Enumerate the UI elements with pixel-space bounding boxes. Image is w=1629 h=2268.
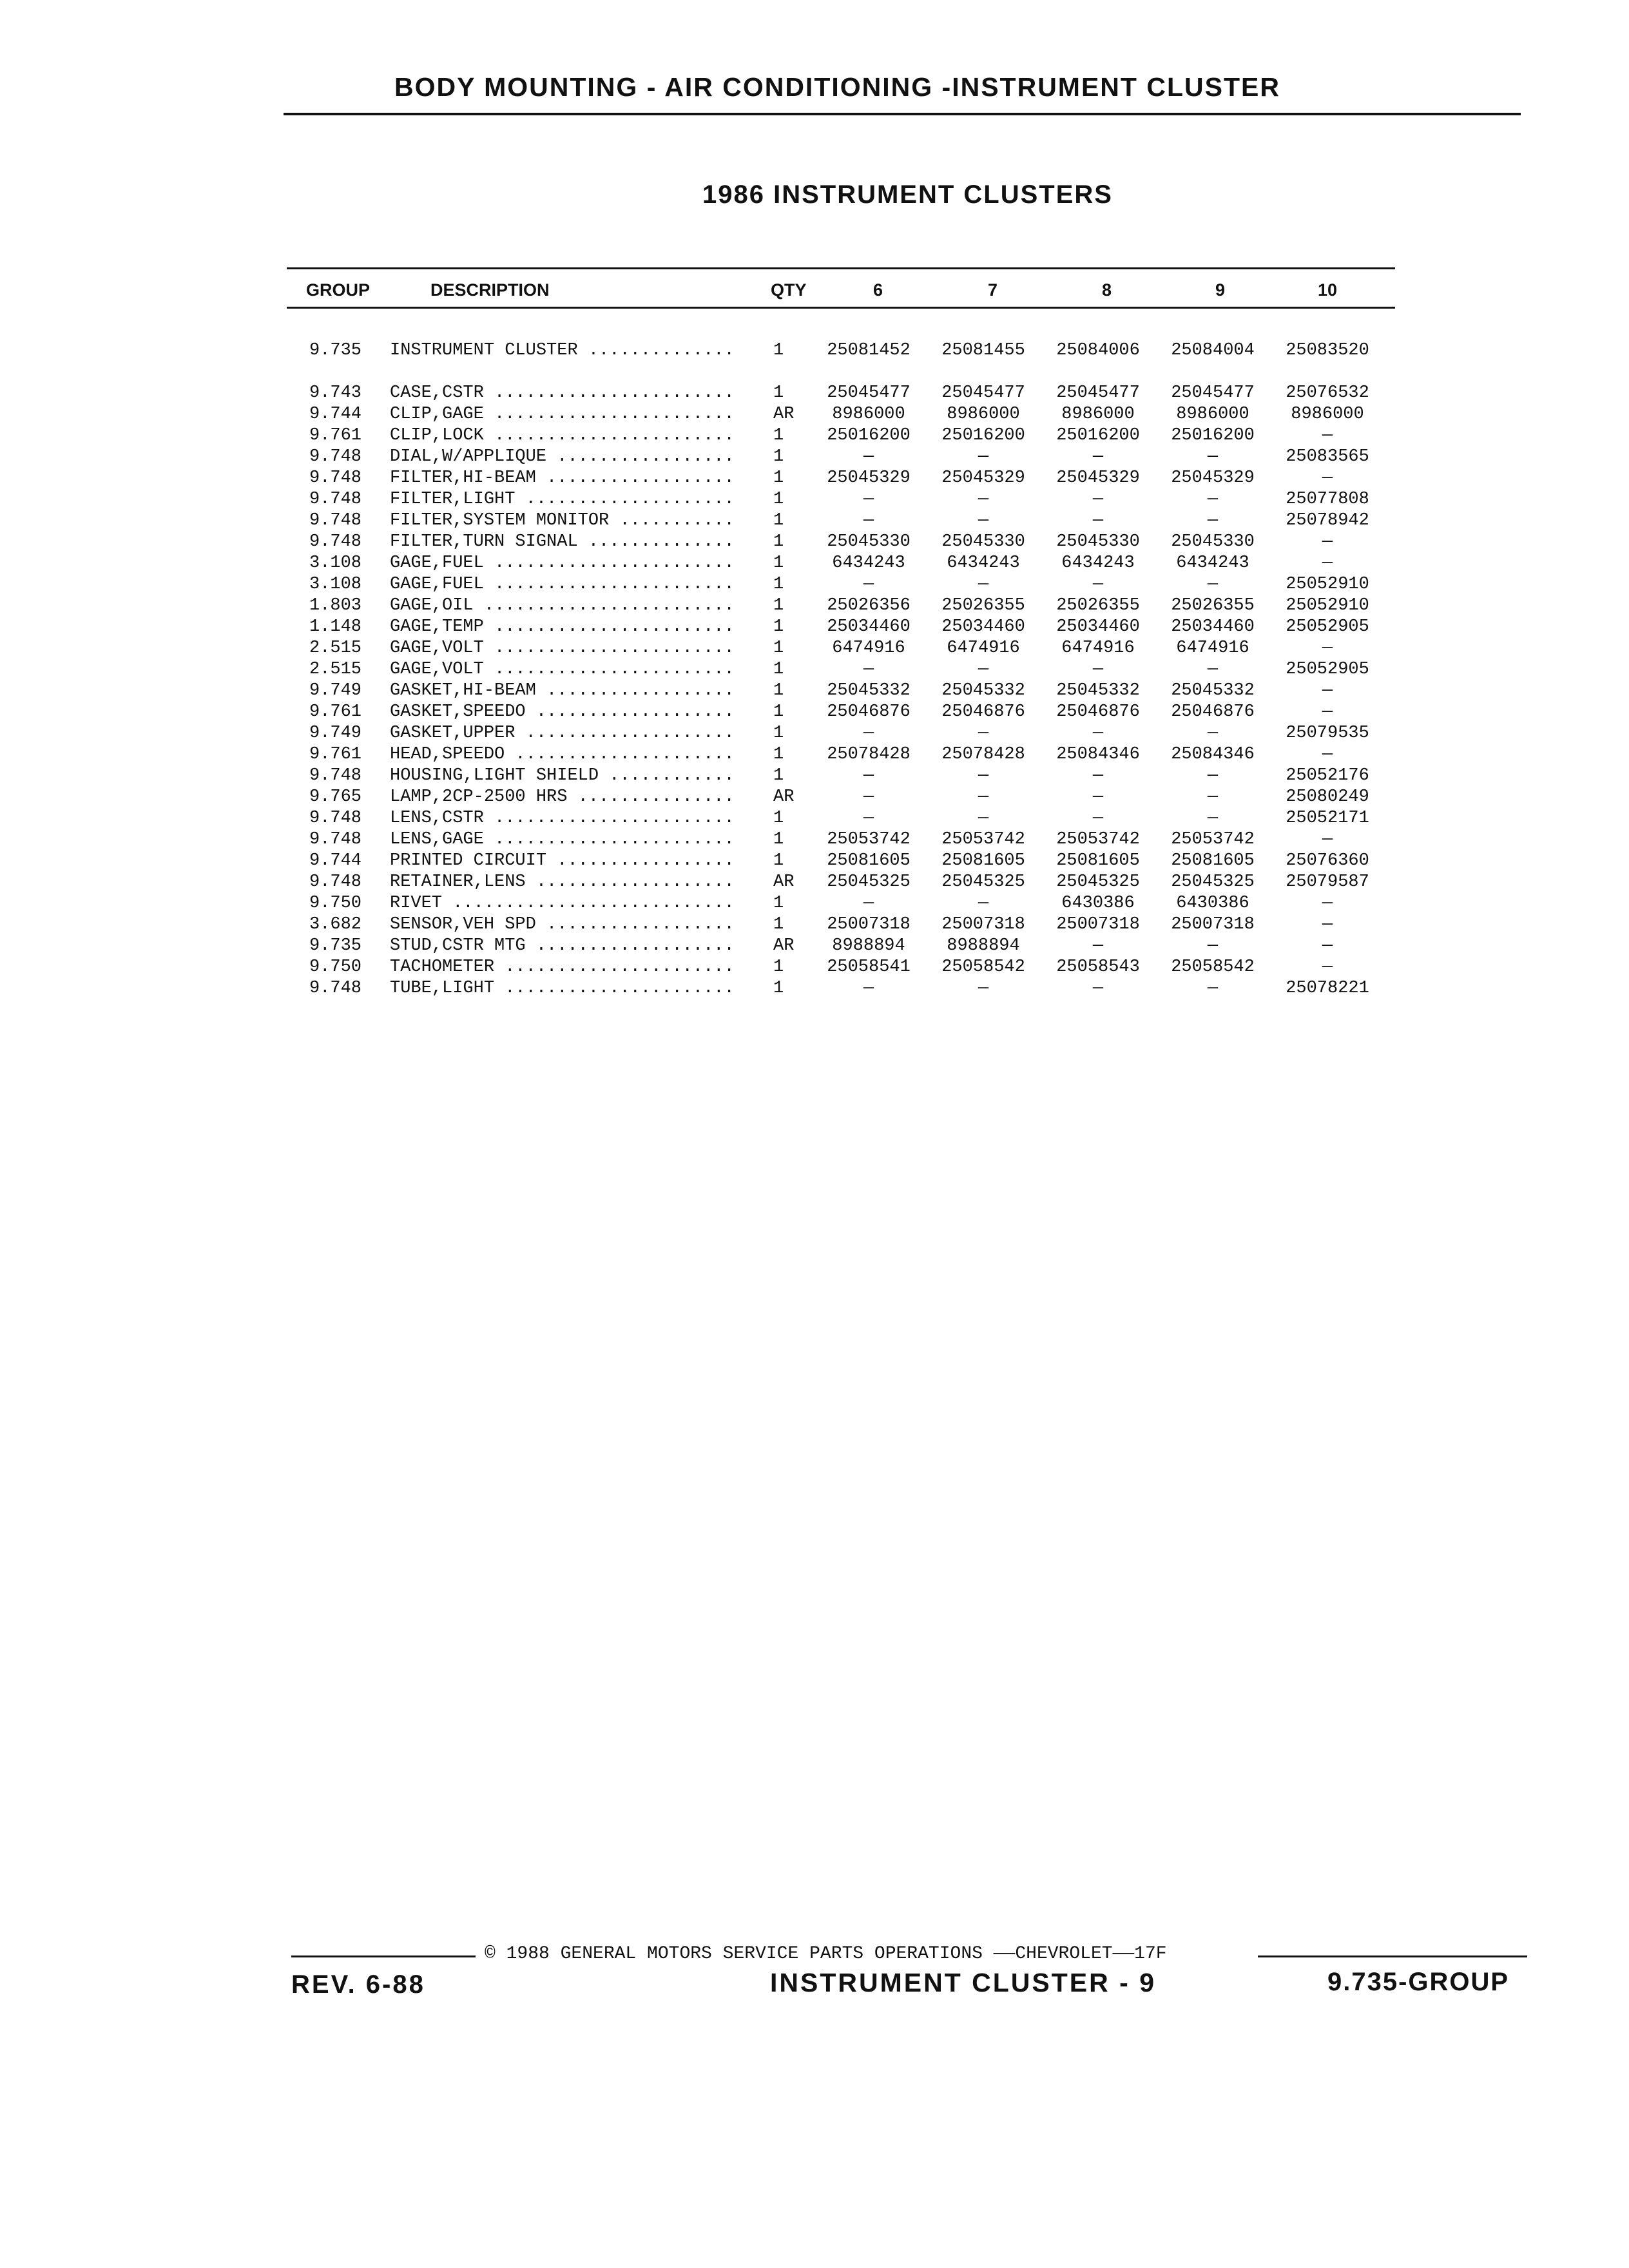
- part-number-col-8: 25034460: [1056, 617, 1140, 637]
- part-number-col-6: 25045477: [827, 383, 911, 403]
- part-number-col-9: 25016200: [1171, 426, 1255, 445]
- part-number-col-8: —: [1092, 766, 1104, 785]
- quantity: 1: [773, 724, 784, 743]
- part-number-col-6: —: [863, 979, 874, 998]
- part-number-col-6: —: [863, 809, 874, 828]
- group-number: 9.761: [309, 426, 362, 445]
- part-description: GASKET,UPPER ....................: [390, 724, 735, 743]
- part-description: LENS,CSTR .......................: [390, 809, 735, 828]
- part-number-col-8: 25026355: [1056, 596, 1140, 615]
- part-description: GASKET,SPEEDO ...................: [390, 702, 735, 722]
- part-number-col-9: 25045332: [1171, 681, 1255, 700]
- table-row: [303, 723, 1411, 744]
- quantity: 1: [773, 532, 784, 552]
- part-description: RIVET ...........................: [390, 894, 735, 913]
- part-number-col-6: —: [863, 575, 874, 594]
- group-number: 9.748: [309, 468, 362, 488]
- part-number-col-10: 25052905: [1286, 617, 1369, 637]
- part-number-col-10: —: [1322, 681, 1333, 700]
- part-number-col-6: 25046876: [827, 702, 911, 722]
- part-number-col-10: 25079587: [1286, 872, 1369, 892]
- col-head-7: 7: [988, 280, 998, 300]
- part-description: CLIP,LOCK .......................: [390, 426, 735, 445]
- group-number: 9.744: [309, 851, 362, 870]
- part-number-col-9: —: [1207, 766, 1219, 785]
- part-number-col-7: —: [978, 660, 989, 679]
- part-number-col-8: —: [1092, 575, 1104, 594]
- part-number-col-9: —: [1207, 979, 1219, 998]
- part-number-col-9: 25007318: [1171, 915, 1255, 934]
- group-number: 9.748: [309, 830, 362, 849]
- part-number-col-7: —: [978, 979, 989, 998]
- part-number-col-8: —: [1092, 979, 1104, 998]
- part-number-col-9: 25084346: [1171, 745, 1255, 764]
- part-number-col-6: —: [863, 490, 874, 509]
- quantity: AR: [773, 872, 795, 892]
- part-number-col-8: 25045329: [1056, 468, 1140, 488]
- part-number-col-10: 25077808: [1286, 490, 1369, 509]
- part-number-col-9: 25058542: [1171, 957, 1255, 977]
- part-number-col-7: 25078428: [941, 745, 1025, 764]
- part-number-col-9: 25034460: [1171, 617, 1255, 637]
- quantity: 1: [773, 426, 784, 445]
- part-number-col-8: 8986000: [1061, 405, 1135, 424]
- col-head-8: 8: [1102, 280, 1112, 300]
- col-head-6: 6: [873, 280, 883, 300]
- part-number-col-7: —: [978, 766, 989, 785]
- group-number: 2.515: [309, 660, 362, 679]
- quantity: 1: [773, 894, 784, 913]
- part-number-col-9: 25045330: [1171, 532, 1255, 552]
- footer-rule-left: [291, 1956, 476, 1957]
- part-number-col-7: 25081605: [941, 851, 1025, 870]
- part-number-col-8: 25058543: [1056, 957, 1140, 977]
- table-row: [303, 447, 1411, 468]
- part-number-col-10: —: [1322, 936, 1333, 956]
- part-number-col-9: 25026355: [1171, 596, 1255, 615]
- part-number-col-10: 25083565: [1286, 447, 1369, 466]
- part-number-col-9: 25045325: [1171, 872, 1255, 892]
- part-number-col-9: —: [1207, 787, 1219, 807]
- part-number-col-7: 25045330: [941, 532, 1025, 552]
- part-number-col-8: 25045477: [1056, 383, 1140, 403]
- footer-page-title: INSTRUMENT CLUSTER - 9: [770, 1968, 1156, 1997]
- part-description: LAMP,2CP-2500 HRS ...............: [390, 787, 735, 807]
- quantity: 1: [773, 660, 784, 679]
- part-number-col-7: —: [978, 447, 989, 466]
- part-number-col-9: —: [1207, 490, 1219, 509]
- part-description: GAGE,VOLT .......................: [390, 639, 735, 658]
- part-number-col-8: —: [1092, 787, 1104, 807]
- table-row: [303, 404, 1411, 425]
- part-number-col-7: 25045332: [941, 681, 1025, 700]
- part-number-col-8: 25007318: [1056, 915, 1140, 934]
- part-description: CLIP,GAGE .......................: [390, 405, 735, 424]
- table-row: [303, 914, 1411, 936]
- quantity: 1: [773, 383, 784, 403]
- part-number-col-8: —: [1092, 809, 1104, 828]
- part-description: GAGE,TEMP .......................: [390, 617, 735, 637]
- part-number-col-8: —: [1092, 724, 1104, 743]
- group-number: 9.748: [309, 809, 362, 828]
- part-number-col-9: 25045477: [1171, 383, 1255, 403]
- part-description: STUD,CSTR MTG ...................: [390, 936, 735, 956]
- table-row: [303, 638, 1411, 659]
- part-number-col-6: 25026356: [827, 596, 911, 615]
- part-description: FILTER,TURN SIGNAL ..............: [390, 532, 735, 552]
- part-description: GASKET,HI-BEAM ..................: [390, 681, 735, 700]
- table-row: [303, 744, 1411, 765]
- group-number: 9.748: [309, 490, 362, 509]
- section-title: 1986 INSTRUMENT CLUSTERS: [702, 180, 1113, 209]
- part-number-col-7: 25081455: [941, 341, 1025, 360]
- group-number: 3.108: [309, 575, 362, 594]
- part-number-col-6: 8988894: [832, 936, 905, 956]
- part-number-col-10: 25083520: [1286, 341, 1369, 360]
- part-number-col-7: 25016200: [941, 426, 1025, 445]
- part-number-col-6: 25007318: [827, 915, 911, 934]
- part-number-col-9: —: [1207, 511, 1219, 530]
- part-number-col-10: 25052910: [1286, 575, 1369, 594]
- part-number-col-9: —: [1207, 809, 1219, 828]
- part-number-col-10: —: [1322, 894, 1333, 913]
- part-number-col-6: —: [863, 894, 874, 913]
- part-number-col-8: —: [1092, 490, 1104, 509]
- quantity: 1: [773, 979, 784, 998]
- table-row: [303, 595, 1411, 617]
- part-number-col-10: —: [1322, 532, 1333, 552]
- part-number-col-10: —: [1322, 426, 1333, 445]
- part-number-col-10: 25080249: [1286, 787, 1369, 807]
- part-number-col-8: 25081605: [1056, 851, 1140, 870]
- part-number-col-7: 25045329: [941, 468, 1025, 488]
- part-description: FILTER,LIGHT ....................: [390, 490, 735, 509]
- part-number-col-6: 25045330: [827, 532, 911, 552]
- table-row: [303, 532, 1411, 553]
- footer-copyright-line: © 1988 GENERAL MOTORS SERVICE PARTS OPERATIONS ——CHEVROLET——17F: [485, 1944, 1167, 1964]
- part-number-col-7: 25058542: [941, 957, 1025, 977]
- part-number-col-6: 25081452: [827, 341, 911, 360]
- group-number: 9.748: [309, 532, 362, 552]
- table-row: [303, 468, 1411, 489]
- table-row: [303, 829, 1411, 850]
- part-description: TACHOMETER ......................: [390, 957, 735, 977]
- group-number: 9.748: [309, 766, 362, 785]
- quantity: 1: [773, 553, 784, 573]
- table-row: [303, 680, 1411, 702]
- quantity: AR: [773, 405, 795, 424]
- part-number-col-10: —: [1322, 957, 1333, 977]
- part-number-col-10: —: [1322, 915, 1333, 934]
- table-row: [303, 936, 1411, 957]
- part-description: FILTER,SYSTEM MONITOR ...........: [390, 511, 735, 530]
- quantity: 1: [773, 681, 784, 700]
- parts-table-body: [303, 340, 1411, 999]
- part-number-col-7: 8986000: [947, 405, 1020, 424]
- group-number: 9.765: [309, 787, 362, 807]
- table-row: [303, 553, 1411, 574]
- quantity: 1: [773, 809, 784, 828]
- group-number: 9.749: [309, 681, 362, 700]
- part-number-col-8: —: [1092, 511, 1104, 530]
- quantity: 1: [773, 639, 784, 658]
- part-number-col-9: 25081605: [1171, 851, 1255, 870]
- footer-group-number: 9.735-GROUP: [1327, 1968, 1510, 1996]
- col-head-group: GROUP: [306, 280, 371, 300]
- part-number-col-8: 25045325: [1056, 872, 1140, 892]
- quantity: AR: [773, 787, 795, 807]
- group-number: 9.748: [309, 979, 362, 998]
- quantity: 1: [773, 830, 784, 849]
- part-number-col-7: 25046876: [941, 702, 1025, 722]
- quantity: 1: [773, 596, 784, 615]
- quantity: 1: [773, 447, 784, 466]
- group-number: 9.761: [309, 702, 362, 722]
- part-number-col-9: 25084004: [1171, 341, 1255, 360]
- part-number-col-10: 25076360: [1286, 851, 1369, 870]
- part-number-col-8: 25084006: [1056, 341, 1140, 360]
- quantity: 1: [773, 575, 784, 594]
- part-number-col-10: 25076532: [1286, 383, 1369, 403]
- table-header-rule: [287, 307, 1395, 309]
- group-number: 9.749: [309, 724, 362, 743]
- part-number-col-8: 6430386: [1061, 894, 1135, 913]
- group-number: 9.748: [309, 511, 362, 530]
- part-description: GAGE,OIL ........................: [390, 596, 735, 615]
- table-row: [303, 872, 1411, 893]
- table-row: [303, 957, 1411, 978]
- table-row: [303, 978, 1411, 999]
- part-number-col-6: —: [863, 447, 874, 466]
- part-number-col-8: 25053742: [1056, 830, 1140, 849]
- part-number-col-9: 6434243: [1176, 553, 1249, 573]
- quantity: 1: [773, 851, 784, 870]
- group-number: 9.743: [309, 383, 362, 403]
- table-row: [303, 765, 1411, 787]
- part-number-col-10: 25052176: [1286, 766, 1369, 785]
- col-head-10: 10: [1318, 280, 1338, 300]
- quantity: 1: [773, 511, 784, 530]
- group-number: 3.682: [309, 915, 362, 934]
- part-number-col-6: 8986000: [832, 405, 905, 424]
- group-number: 9.748: [309, 872, 362, 892]
- part-number-col-9: 25046876: [1171, 702, 1255, 722]
- part-number-col-10: 25078221: [1286, 979, 1369, 998]
- part-number-col-9: 6474916: [1176, 639, 1249, 658]
- col-head-description: DESCRIPTION: [430, 280, 550, 300]
- part-number-col-10: 25078942: [1286, 511, 1369, 530]
- quantity: 1: [773, 490, 784, 509]
- group-number: 9.750: [309, 957, 362, 977]
- part-description: INSTRUMENT CLUSTER ..............: [390, 341, 735, 360]
- quantity: 1: [773, 915, 784, 934]
- part-number-col-10: —: [1322, 745, 1333, 764]
- part-number-col-6: —: [863, 511, 874, 530]
- part-description: DIAL,W/APPLIQUE .................: [390, 447, 735, 466]
- col-head-qty: QTY: [771, 280, 807, 300]
- part-number-col-7: 25053742: [941, 830, 1025, 849]
- part-number-col-9: —: [1207, 660, 1219, 679]
- table-row: [303, 702, 1411, 723]
- table-row: [303, 659, 1411, 680]
- table-row: [303, 340, 1411, 361]
- footer-revision: REV. 6-88: [291, 1970, 425, 1999]
- part-number-col-10: 8986000: [1291, 405, 1364, 424]
- quantity: 1: [773, 957, 784, 977]
- col-head-9: 9: [1215, 280, 1226, 300]
- table-row: [303, 850, 1411, 872]
- part-number-col-10: —: [1322, 468, 1333, 488]
- part-description: HEAD,SPEEDO .....................: [390, 745, 735, 764]
- part-number-col-6: 25078428: [827, 745, 911, 764]
- quantity: AR: [773, 936, 795, 956]
- part-number-col-8: —: [1092, 936, 1104, 956]
- part-number-col-8: 6474916: [1061, 639, 1135, 658]
- group-number: 2.515: [309, 639, 362, 658]
- header-rule: [284, 113, 1521, 115]
- part-number-col-6: 25016200: [827, 426, 911, 445]
- table-top-rule: [287, 267, 1395, 269]
- part-description: FILTER,HI-BEAM ..................: [390, 468, 735, 488]
- group-number: 1.803: [309, 596, 362, 615]
- part-number-col-9: 6430386: [1176, 894, 1249, 913]
- part-number-col-7: 6474916: [947, 639, 1020, 658]
- part-number-col-6: 6434243: [832, 553, 905, 573]
- table-row: [303, 574, 1411, 595]
- part-number-col-7: —: [978, 511, 989, 530]
- part-description: RETAINER,LENS ...................: [390, 872, 735, 892]
- part-number-col-7: —: [978, 575, 989, 594]
- part-number-col-7: —: [978, 724, 989, 743]
- part-number-col-8: 25046876: [1056, 702, 1140, 722]
- group-number: 3.108: [309, 553, 362, 573]
- quantity: 1: [773, 341, 784, 360]
- group-number: 9.735: [309, 936, 362, 956]
- part-number-col-7: 8988894: [947, 936, 1020, 956]
- part-number-col-6: 25081605: [827, 851, 911, 870]
- part-description: GAGE,FUEL .......................: [390, 575, 735, 594]
- part-number-col-6: —: [863, 766, 874, 785]
- part-number-col-7: 25007318: [941, 915, 1025, 934]
- part-number-col-6: —: [863, 660, 874, 679]
- part-number-col-6: 6474916: [832, 639, 905, 658]
- table-row: [303, 787, 1411, 808]
- page-header-title: BODY MOUNTING - AIR CONDITIONING -INSTRUMENT CLUSTER: [394, 72, 1280, 102]
- part-number-col-9: —: [1207, 575, 1219, 594]
- part-number-col-9: 8986000: [1176, 405, 1249, 424]
- part-number-col-6: 25053742: [827, 830, 911, 849]
- quantity: 1: [773, 745, 784, 764]
- part-number-col-7: 25045325: [941, 872, 1025, 892]
- part-number-col-9: —: [1207, 724, 1219, 743]
- table-row: [303, 425, 1411, 447]
- part-number-col-7: 6434243: [947, 553, 1020, 573]
- table-row: [303, 383, 1411, 404]
- table-row: [303, 510, 1411, 532]
- footer-rule-right: [1258, 1956, 1527, 1957]
- part-number-col-10: —: [1322, 639, 1333, 658]
- part-description: GAGE,FUEL .......................: [390, 553, 735, 573]
- part-number-col-10: —: [1322, 830, 1333, 849]
- table-row: [303, 617, 1411, 638]
- table-row: [303, 808, 1411, 829]
- part-number-col-6: 25058541: [827, 957, 911, 977]
- part-description: LENS,GAGE .......................: [390, 830, 735, 849]
- part-number-col-6: 25034460: [827, 617, 911, 637]
- part-description: HOUSING,LIGHT SHIELD ............: [390, 766, 735, 785]
- part-number-col-8: —: [1092, 447, 1104, 466]
- part-number-col-6: 25045325: [827, 872, 911, 892]
- part-number-col-9: 25045329: [1171, 468, 1255, 488]
- part-number-col-6: 25045332: [827, 681, 911, 700]
- part-number-col-8: 25045332: [1056, 681, 1140, 700]
- part-description: SENSOR,VEH SPD ..................: [390, 915, 735, 934]
- part-number-col-7: —: [978, 809, 989, 828]
- part-number-col-8: 25016200: [1056, 426, 1140, 445]
- part-number-col-7: —: [978, 787, 989, 807]
- part-number-col-9: —: [1207, 936, 1219, 956]
- part-number-col-6: 25045329: [827, 468, 911, 488]
- group-number: 9.750: [309, 894, 362, 913]
- part-number-col-10: —: [1322, 702, 1333, 722]
- quantity: 1: [773, 702, 784, 722]
- part-number-col-6: —: [863, 787, 874, 807]
- part-number-col-7: —: [978, 490, 989, 509]
- quantity: 1: [773, 617, 784, 637]
- part-number-col-7: 25045477: [941, 383, 1025, 403]
- part-number-col-7: 25034460: [941, 617, 1025, 637]
- part-number-col-9: 25053742: [1171, 830, 1255, 849]
- quantity: 1: [773, 766, 784, 785]
- quantity: 1: [773, 468, 784, 488]
- part-number-col-6: —: [863, 724, 874, 743]
- group-number: 9.761: [309, 745, 362, 764]
- part-number-col-10: 25052171: [1286, 809, 1369, 828]
- table-row: [303, 893, 1411, 914]
- part-number-col-8: 25045330: [1056, 532, 1140, 552]
- part-description: PRINTED CIRCUIT .................: [390, 851, 735, 870]
- part-description: GAGE,VOLT .......................: [390, 660, 735, 679]
- part-number-col-8: 6434243: [1061, 553, 1135, 573]
- part-number-col-10: 25079535: [1286, 724, 1369, 743]
- part-number-col-8: —: [1092, 660, 1104, 679]
- group-number: 1.148: [309, 617, 362, 637]
- part-number-col-10: —: [1322, 553, 1333, 573]
- part-number-col-10: 25052910: [1286, 596, 1369, 615]
- part-number-col-10: 25052905: [1286, 660, 1369, 679]
- part-description: CASE,CSTR .......................: [390, 383, 735, 403]
- part-number-col-9: —: [1207, 447, 1219, 466]
- part-number-col-8: 25084346: [1056, 745, 1140, 764]
- table-row: [303, 489, 1411, 510]
- group-number: 9.744: [309, 405, 362, 424]
- part-description: TUBE,LIGHT ......................: [390, 979, 735, 998]
- part-number-col-7: —: [978, 894, 989, 913]
- group-number: 9.735: [309, 341, 362, 360]
- group-number: 9.748: [309, 447, 362, 466]
- part-number-col-7: 25026355: [941, 596, 1025, 615]
